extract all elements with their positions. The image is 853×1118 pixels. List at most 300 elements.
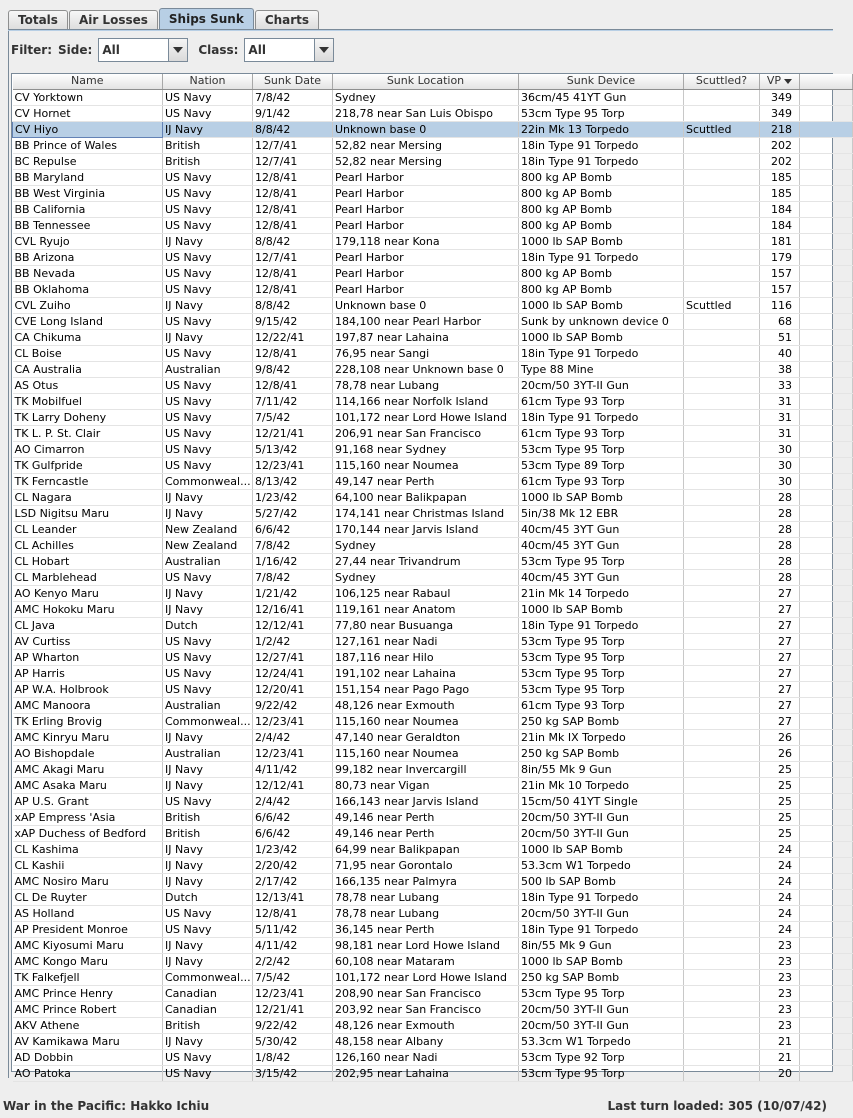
cell-sunk-location: 78,78 near Lubang bbox=[333, 377, 519, 393]
cell-filler bbox=[800, 537, 853, 553]
cell-vp: 27 bbox=[760, 697, 800, 713]
cell-nation: US Navy bbox=[163, 249, 253, 265]
cell-sunk-location: 228,108 near Unknown base 0 bbox=[333, 361, 519, 377]
cell-nation: IJ Navy bbox=[163, 873, 253, 889]
cell-name: AV Kamikawa Maru bbox=[13, 1033, 163, 1049]
cell-filler bbox=[800, 633, 853, 649]
cell-sunk-location: 52,82 near Mersing bbox=[333, 137, 519, 153]
cell-scuttled bbox=[684, 825, 760, 841]
filter-bar bbox=[11, 37, 344, 63]
cell-filler bbox=[800, 1001, 853, 1017]
cell-scuttled bbox=[684, 729, 760, 745]
class-dropdown-button[interactable] bbox=[314, 39, 333, 61]
table-row[interactable] bbox=[13, 169, 853, 185]
cell-name: AMC Prince Robert bbox=[13, 1001, 163, 1017]
table-row[interactable] bbox=[13, 537, 853, 553]
cell-name: CL Marblehead bbox=[13, 569, 163, 585]
cell-sunk-location: 119,161 near Anatom bbox=[333, 601, 519, 617]
cell-nation: US Navy bbox=[163, 905, 253, 921]
cell-nation: US Navy bbox=[163, 409, 253, 425]
column-header-scuttled[interactable]: Scuttled? bbox=[684, 74, 760, 89]
table-row[interactable] bbox=[13, 841, 853, 857]
table-row[interactable] bbox=[13, 937, 853, 953]
cell-vp: 184 bbox=[760, 217, 800, 233]
cell-sunk-date: 8/8/42 bbox=[253, 297, 333, 313]
table-row[interactable] bbox=[13, 345, 853, 361]
cell-sunk-location: 36,145 near Perth bbox=[333, 921, 519, 937]
cell-scuttled bbox=[684, 921, 760, 937]
cell-nation: IJ Navy bbox=[163, 953, 253, 969]
cell-nation: New Zealand bbox=[163, 521, 253, 537]
cell-sunk-device: 1000 lb SAP Bomb bbox=[519, 601, 684, 617]
cell-filler bbox=[800, 1017, 853, 1033]
table-row[interactable] bbox=[13, 569, 853, 585]
cell-filler bbox=[800, 217, 853, 233]
cell-sunk-device: 250 kg SAP Bomb bbox=[519, 969, 684, 985]
table-row[interactable] bbox=[13, 585, 853, 601]
cell-filler bbox=[800, 377, 853, 393]
table-row[interactable] bbox=[13, 185, 853, 201]
cell-name: CV Hiyo bbox=[13, 121, 163, 137]
cell-nation: New Zealand bbox=[163, 537, 253, 553]
cell-scuttled bbox=[684, 857, 760, 873]
chevron-down-icon bbox=[173, 47, 183, 53]
cell-nation: US Navy bbox=[163, 377, 253, 393]
cell-name: TK Gulfpride bbox=[13, 457, 163, 473]
cell-scuttled bbox=[684, 313, 760, 329]
cell-sunk-location: 48,126 near Exmouth bbox=[333, 1017, 519, 1033]
cell-name: CL Java bbox=[13, 617, 163, 633]
cell-sunk-date: 12/8/41 bbox=[253, 345, 333, 361]
cell-scuttled: Scuttled bbox=[684, 121, 760, 137]
cell-scuttled bbox=[684, 649, 760, 665]
table-row[interactable] bbox=[13, 393, 853, 409]
cell-sunk-location: Sydney bbox=[333, 537, 519, 553]
table-row[interactable] bbox=[13, 121, 853, 137]
cell-name: CVL Ryujo bbox=[13, 233, 163, 249]
table-row[interactable] bbox=[13, 665, 853, 681]
table-row[interactable] bbox=[13, 329, 853, 345]
table-row[interactable] bbox=[13, 617, 853, 633]
cell-sunk-date: 12/8/41 bbox=[253, 265, 333, 281]
table-row[interactable] bbox=[13, 153, 853, 169]
cell-filler bbox=[800, 233, 853, 249]
cell-sunk-date: 12/27/41 bbox=[253, 649, 333, 665]
cell-sunk-date: 12/23/41 bbox=[253, 457, 333, 473]
cell-name: TK Mobilfuel bbox=[13, 393, 163, 409]
cell-filler bbox=[800, 921, 853, 937]
cell-sunk-date: 12/8/41 bbox=[253, 185, 333, 201]
table-row[interactable] bbox=[13, 889, 853, 905]
cell-scuttled bbox=[684, 681, 760, 697]
cell-scuttled bbox=[684, 137, 760, 153]
cell-sunk-location: 98,181 near Lord Howe Island bbox=[333, 937, 519, 953]
cell-nation: US Navy bbox=[163, 425, 253, 441]
cell-filler bbox=[800, 345, 853, 361]
cell-sunk-device: 20cm/50 3YT-II Gun bbox=[519, 825, 684, 841]
cell-sunk-date: 7/5/42 bbox=[253, 969, 333, 985]
table-row[interactable] bbox=[13, 233, 853, 249]
cell-filler bbox=[800, 249, 853, 265]
table-row[interactable] bbox=[13, 793, 853, 809]
cell-sunk-location: 115,160 near Noumea bbox=[333, 745, 519, 761]
cell-sunk-date: 12/8/41 bbox=[253, 217, 333, 233]
cell-sunk-location: Pearl Harbor bbox=[333, 265, 519, 281]
table-row[interactable] bbox=[13, 425, 853, 441]
side-select[interactable] bbox=[98, 38, 188, 62]
cell-vp: 28 bbox=[760, 537, 800, 553]
table-row[interactable] bbox=[13, 1033, 853, 1049]
cell-vp: 23 bbox=[760, 969, 800, 985]
cell-name: xAP Empress 'Asia bbox=[13, 809, 163, 825]
cell-scuttled bbox=[684, 953, 760, 969]
cell-vp: 27 bbox=[760, 681, 800, 697]
table-row[interactable] bbox=[13, 409, 853, 425]
table-row[interactable] bbox=[13, 505, 853, 521]
cell-filler bbox=[800, 185, 853, 201]
cell-filler bbox=[800, 905, 853, 921]
cell-vp: 116 bbox=[760, 297, 800, 313]
column-header-sunk-device[interactable]: Sunk Device bbox=[519, 74, 684, 89]
cell-sunk-location: 99,182 near Invercargill bbox=[333, 761, 519, 777]
table-row[interactable] bbox=[13, 377, 853, 393]
cell-sunk-location: 197,87 near Lahaina bbox=[333, 329, 519, 345]
cell-name: AMC Asaka Maru bbox=[13, 777, 163, 793]
table-row[interactable] bbox=[13, 601, 853, 617]
cell-scuttled bbox=[684, 1033, 760, 1049]
table-row[interactable] bbox=[13, 217, 853, 233]
side-select-value: All bbox=[102, 43, 120, 57]
cell-sunk-device: 1000 lb SAP Bomb bbox=[519, 953, 684, 969]
cell-name: TK Falkefjell bbox=[13, 969, 163, 985]
cell-filler bbox=[800, 137, 853, 153]
cell-sunk-location: 174,141 near Christmas Island bbox=[333, 505, 519, 521]
table-row[interactable] bbox=[13, 89, 853, 105]
cell-sunk-device: 1000 lb SAP Bomb bbox=[519, 233, 684, 249]
cell-vp: 23 bbox=[760, 1001, 800, 1017]
cell-sunk-date: 12/7/41 bbox=[253, 249, 333, 265]
column-header-vp[interactable] bbox=[760, 74, 800, 89]
tab-bar bbox=[8, 8, 320, 30]
table-row[interactable] bbox=[13, 697, 853, 713]
cell-vp: 28 bbox=[760, 521, 800, 537]
table-row[interactable] bbox=[13, 873, 853, 889]
cell-nation: IJ Navy bbox=[163, 777, 253, 793]
cell-vp: 68 bbox=[760, 313, 800, 329]
cell-nation: IJ Navy bbox=[163, 585, 253, 601]
table-row[interactable] bbox=[13, 825, 853, 841]
cell-name: CL Achilles bbox=[13, 537, 163, 553]
table-row[interactable] bbox=[13, 281, 853, 297]
cell-sunk-location: 71,95 near Gorontalo bbox=[333, 857, 519, 873]
cell-sunk-device: 53cm Type 95 Torp bbox=[519, 985, 684, 1001]
cell-sunk-date: 2/4/42 bbox=[253, 793, 333, 809]
cell-vp: 27 bbox=[760, 585, 800, 601]
cell-sunk-device: 22in Mk 13 Torpedo bbox=[519, 121, 684, 137]
cell-sunk-location: Sydney bbox=[333, 569, 519, 585]
cell-filler bbox=[800, 649, 853, 665]
cell-name: BB California bbox=[13, 201, 163, 217]
class-label: Class: bbox=[198, 43, 239, 57]
cell-nation: US Navy bbox=[163, 665, 253, 681]
cell-sunk-device: 53cm Type 95 Torp bbox=[519, 553, 684, 569]
cell-sunk-location: 126,160 near Nadi bbox=[333, 1049, 519, 1065]
cell-name: CV Hornet bbox=[13, 105, 163, 121]
cell-scuttled bbox=[684, 985, 760, 1001]
tab-ships-sunk[interactable]: Ships Sunk bbox=[159, 8, 254, 30]
table-row[interactable] bbox=[13, 313, 853, 329]
class-select-value: All bbox=[248, 43, 266, 57]
cell-scuttled bbox=[684, 505, 760, 521]
cell-sunk-location: 76,95 near Sangi bbox=[333, 345, 519, 361]
cell-sunk-date: 12/23/41 bbox=[253, 985, 333, 1001]
cell-scuttled bbox=[684, 345, 760, 361]
cell-nation: US Navy bbox=[163, 1065, 253, 1081]
table-row[interactable] bbox=[13, 297, 853, 313]
cell-sunk-device: 800 kg AP Bomb bbox=[519, 217, 684, 233]
cell-vp: 25 bbox=[760, 825, 800, 841]
cell-sunk-device: 53cm Type 95 Torp bbox=[519, 105, 684, 121]
table-row[interactable] bbox=[13, 1001, 853, 1017]
cell-filler bbox=[800, 489, 853, 505]
cell-sunk-date: 12/8/41 bbox=[253, 169, 333, 185]
cell-sunk-device: 5in/38 Mk 12 EBR bbox=[519, 505, 684, 521]
cell-vp: 30 bbox=[760, 441, 800, 457]
cell-sunk-location: Pearl Harbor bbox=[333, 201, 519, 217]
table-row[interactable] bbox=[13, 489, 853, 505]
table-row[interactable] bbox=[13, 713, 853, 729]
table-row[interactable] bbox=[13, 745, 853, 761]
cell-nation: Dutch bbox=[163, 889, 253, 905]
table-row[interactable] bbox=[13, 649, 853, 665]
cell-nation: US Navy bbox=[163, 345, 253, 361]
column-header-nation[interactable]: Nation bbox=[163, 74, 253, 89]
cell-sunk-device: 53.3cm W1 Torpedo bbox=[519, 1033, 684, 1049]
game-title: War in the Pacific: Hakko Ichiu bbox=[3, 1099, 210, 1113]
cell-scuttled bbox=[684, 185, 760, 201]
table-row[interactable] bbox=[13, 729, 853, 745]
cell-sunk-location: 91,168 near Sydney bbox=[333, 441, 519, 457]
cell-vp: 23 bbox=[760, 937, 800, 953]
table-row[interactable] bbox=[13, 441, 853, 457]
cell-vp: 31 bbox=[760, 393, 800, 409]
table-row[interactable] bbox=[13, 265, 853, 281]
cell-sunk-device: 21in Mk 14 Torpedo bbox=[519, 585, 684, 601]
cell-sunk-date: 8/13/42 bbox=[253, 473, 333, 489]
table-row[interactable] bbox=[13, 553, 853, 569]
cell-nation: Australian bbox=[163, 697, 253, 713]
cell-sunk-location: 151,154 near Pago Pago bbox=[333, 681, 519, 697]
cell-nation: IJ Navy bbox=[163, 329, 253, 345]
cell-filler bbox=[800, 857, 853, 873]
column-header-sunk-location[interactable]: Sunk Location bbox=[333, 74, 519, 89]
cell-name: CVE Long Island bbox=[13, 313, 163, 329]
table-row[interactable] bbox=[13, 137, 853, 153]
cell-filler bbox=[800, 937, 853, 953]
column-header-sunk-date[interactable]: Sunk Date bbox=[253, 74, 333, 89]
cell-filler bbox=[800, 457, 853, 473]
table-row[interactable] bbox=[13, 1017, 853, 1033]
cell-sunk-device: 800 kg AP Bomb bbox=[519, 201, 684, 217]
cell-sunk-device: 18in Type 91 Torpedo bbox=[519, 889, 684, 905]
cell-filler bbox=[800, 697, 853, 713]
cell-vp: 51 bbox=[760, 329, 800, 345]
cell-sunk-date: 1/8/42 bbox=[253, 1049, 333, 1065]
cell-nation: British bbox=[163, 137, 253, 153]
cell-sunk-device: 61cm Type 93 Torp bbox=[519, 697, 684, 713]
cell-nation: US Navy bbox=[163, 649, 253, 665]
cell-scuttled bbox=[684, 793, 760, 809]
sort-descending-icon bbox=[784, 79, 792, 84]
cell-sunk-date: 12/24/41 bbox=[253, 665, 333, 681]
cell-filler bbox=[800, 409, 853, 425]
cell-vp: 181 bbox=[760, 233, 800, 249]
cell-nation: US Navy bbox=[163, 793, 253, 809]
cell-sunk-location: 78,78 near Lubang bbox=[333, 889, 519, 905]
cell-sunk-date: 2/2/42 bbox=[253, 953, 333, 969]
cell-scuttled bbox=[684, 905, 760, 921]
cell-name: AMC Kinryu Maru bbox=[13, 729, 163, 745]
cell-sunk-date: 9/1/42 bbox=[253, 105, 333, 121]
cell-nation: US Navy bbox=[163, 681, 253, 697]
cell-vp: 24 bbox=[760, 841, 800, 857]
cell-scuttled bbox=[684, 537, 760, 553]
table-row[interactable] bbox=[13, 969, 853, 985]
table-row[interactable] bbox=[13, 633, 853, 649]
cell-vp: 30 bbox=[760, 457, 800, 473]
table-header-row bbox=[13, 74, 853, 89]
cell-scuttled bbox=[684, 937, 760, 953]
cell-vp: 33 bbox=[760, 377, 800, 393]
tab-air-losses[interactable]: Air Losses bbox=[69, 10, 158, 30]
table-row[interactable] bbox=[13, 201, 853, 217]
cell-sunk-date: 12/16/41 bbox=[253, 601, 333, 617]
side-label: Side: bbox=[58, 43, 93, 57]
cell-filler bbox=[800, 681, 853, 697]
cell-scuttled bbox=[684, 665, 760, 681]
cell-scuttled bbox=[684, 473, 760, 489]
cell-name: AP U.S. Grant bbox=[13, 793, 163, 809]
side-dropdown-button[interactable] bbox=[168, 39, 187, 61]
cell-nation: British bbox=[163, 809, 253, 825]
cell-sunk-device: 800 kg AP Bomb bbox=[519, 281, 684, 297]
cell-scuttled bbox=[684, 873, 760, 889]
table-row[interactable] bbox=[13, 921, 853, 937]
cell-nation: Commonweal... bbox=[163, 969, 253, 985]
cell-sunk-location: 218,78 near San Luis Obispo bbox=[333, 105, 519, 121]
cell-filler bbox=[800, 553, 853, 569]
ships-sunk-table bbox=[12, 74, 853, 1082]
cell-sunk-location: 191,102 near Lahaina bbox=[333, 665, 519, 681]
cell-sunk-device: Type 88 Mine bbox=[519, 361, 684, 377]
table-row[interactable] bbox=[13, 777, 853, 793]
cell-sunk-date: 1/16/42 bbox=[253, 553, 333, 569]
column-header-filler bbox=[800, 74, 853, 89]
cell-filler bbox=[800, 617, 853, 633]
tab-totals[interactable]: Totals bbox=[8, 10, 68, 30]
cell-sunk-date: 7/11/42 bbox=[253, 393, 333, 409]
cell-sunk-location: 101,172 near Lord Howe Island bbox=[333, 969, 519, 985]
cell-sunk-location: 60,108 near Mataram bbox=[333, 953, 519, 969]
table-row[interactable] bbox=[13, 905, 853, 921]
cell-scuttled bbox=[684, 601, 760, 617]
cell-name: AS Holland bbox=[13, 905, 163, 921]
cell-filler bbox=[800, 713, 853, 729]
cell-nation: US Navy bbox=[163, 265, 253, 281]
cell-filler bbox=[800, 809, 853, 825]
cell-sunk-location: 49,146 near Perth bbox=[333, 809, 519, 825]
table-row[interactable] bbox=[13, 361, 853, 377]
table-row[interactable] bbox=[13, 761, 853, 777]
cell-sunk-date: 5/27/42 bbox=[253, 505, 333, 521]
cell-scuttled bbox=[684, 841, 760, 857]
cell-vp: 25 bbox=[760, 809, 800, 825]
table-row[interactable] bbox=[13, 521, 853, 537]
cell-vp: 349 bbox=[760, 89, 800, 105]
cell-nation: British bbox=[163, 1017, 253, 1033]
cell-vp: 27 bbox=[760, 665, 800, 681]
cell-sunk-device: 20cm/50 3YT-II Gun bbox=[519, 377, 684, 393]
cell-sunk-device: 800 kg AP Bomb bbox=[519, 265, 684, 281]
cell-name: TK Larry Doheny bbox=[13, 409, 163, 425]
table-row[interactable] bbox=[13, 457, 853, 473]
table-row[interactable] bbox=[13, 809, 853, 825]
cell-name: AMC Prince Henry bbox=[13, 985, 163, 1001]
ships-sunk-panel bbox=[8, 31, 833, 1078]
cell-nation: IJ Navy bbox=[163, 937, 253, 953]
cell-sunk-date: 12/13/41 bbox=[253, 889, 333, 905]
table-row[interactable] bbox=[13, 249, 853, 265]
table-row[interactable] bbox=[13, 473, 853, 489]
cell-nation: IJ Navy bbox=[163, 121, 253, 137]
cell-vp: 28 bbox=[760, 489, 800, 505]
cell-name: xAP Duchess of Bedford bbox=[13, 825, 163, 841]
class-select[interactable] bbox=[244, 38, 334, 62]
cell-sunk-date: 9/15/42 bbox=[253, 313, 333, 329]
cell-sunk-location: 166,143 near Jarvis Island bbox=[333, 793, 519, 809]
cell-vp: 27 bbox=[760, 617, 800, 633]
cell-name: AMC Akagi Maru bbox=[13, 761, 163, 777]
ships-sunk-table-viewport[interactable] bbox=[11, 73, 833, 1080]
table-row[interactable] bbox=[13, 985, 853, 1001]
cell-scuttled bbox=[684, 777, 760, 793]
cell-nation: IJ Navy bbox=[163, 601, 253, 617]
cell-vp: 23 bbox=[760, 985, 800, 1001]
table-row[interactable] bbox=[13, 105, 853, 121]
cell-filler bbox=[800, 153, 853, 169]
cell-sunk-date: 12/21/41 bbox=[253, 425, 333, 441]
cell-name: AP President Monroe bbox=[13, 921, 163, 937]
cell-vp: 202 bbox=[760, 153, 800, 169]
cell-nation: Commonweal... bbox=[163, 473, 253, 489]
tab-charts[interactable]: Charts bbox=[255, 10, 319, 30]
column-header-name[interactable]: Name bbox=[13, 74, 163, 89]
table-row[interactable] bbox=[13, 681, 853, 697]
cell-sunk-date: 12/21/41 bbox=[253, 1001, 333, 1017]
cell-sunk-location: Pearl Harbor bbox=[333, 217, 519, 233]
cell-sunk-location: Sydney bbox=[333, 89, 519, 105]
cell-nation: US Navy bbox=[163, 169, 253, 185]
cell-nation: US Navy bbox=[163, 457, 253, 473]
table-row[interactable] bbox=[13, 953, 853, 969]
cell-sunk-date: 7/8/42 bbox=[253, 569, 333, 585]
table-row[interactable] bbox=[13, 857, 853, 873]
cell-sunk-date: 9/22/42 bbox=[253, 697, 333, 713]
cell-sunk-device: 1000 lb SAP Bomb bbox=[519, 489, 684, 505]
cell-vp: 185 bbox=[760, 185, 800, 201]
cell-nation: IJ Navy bbox=[163, 857, 253, 873]
table-row[interactable] bbox=[13, 1049, 853, 1065]
